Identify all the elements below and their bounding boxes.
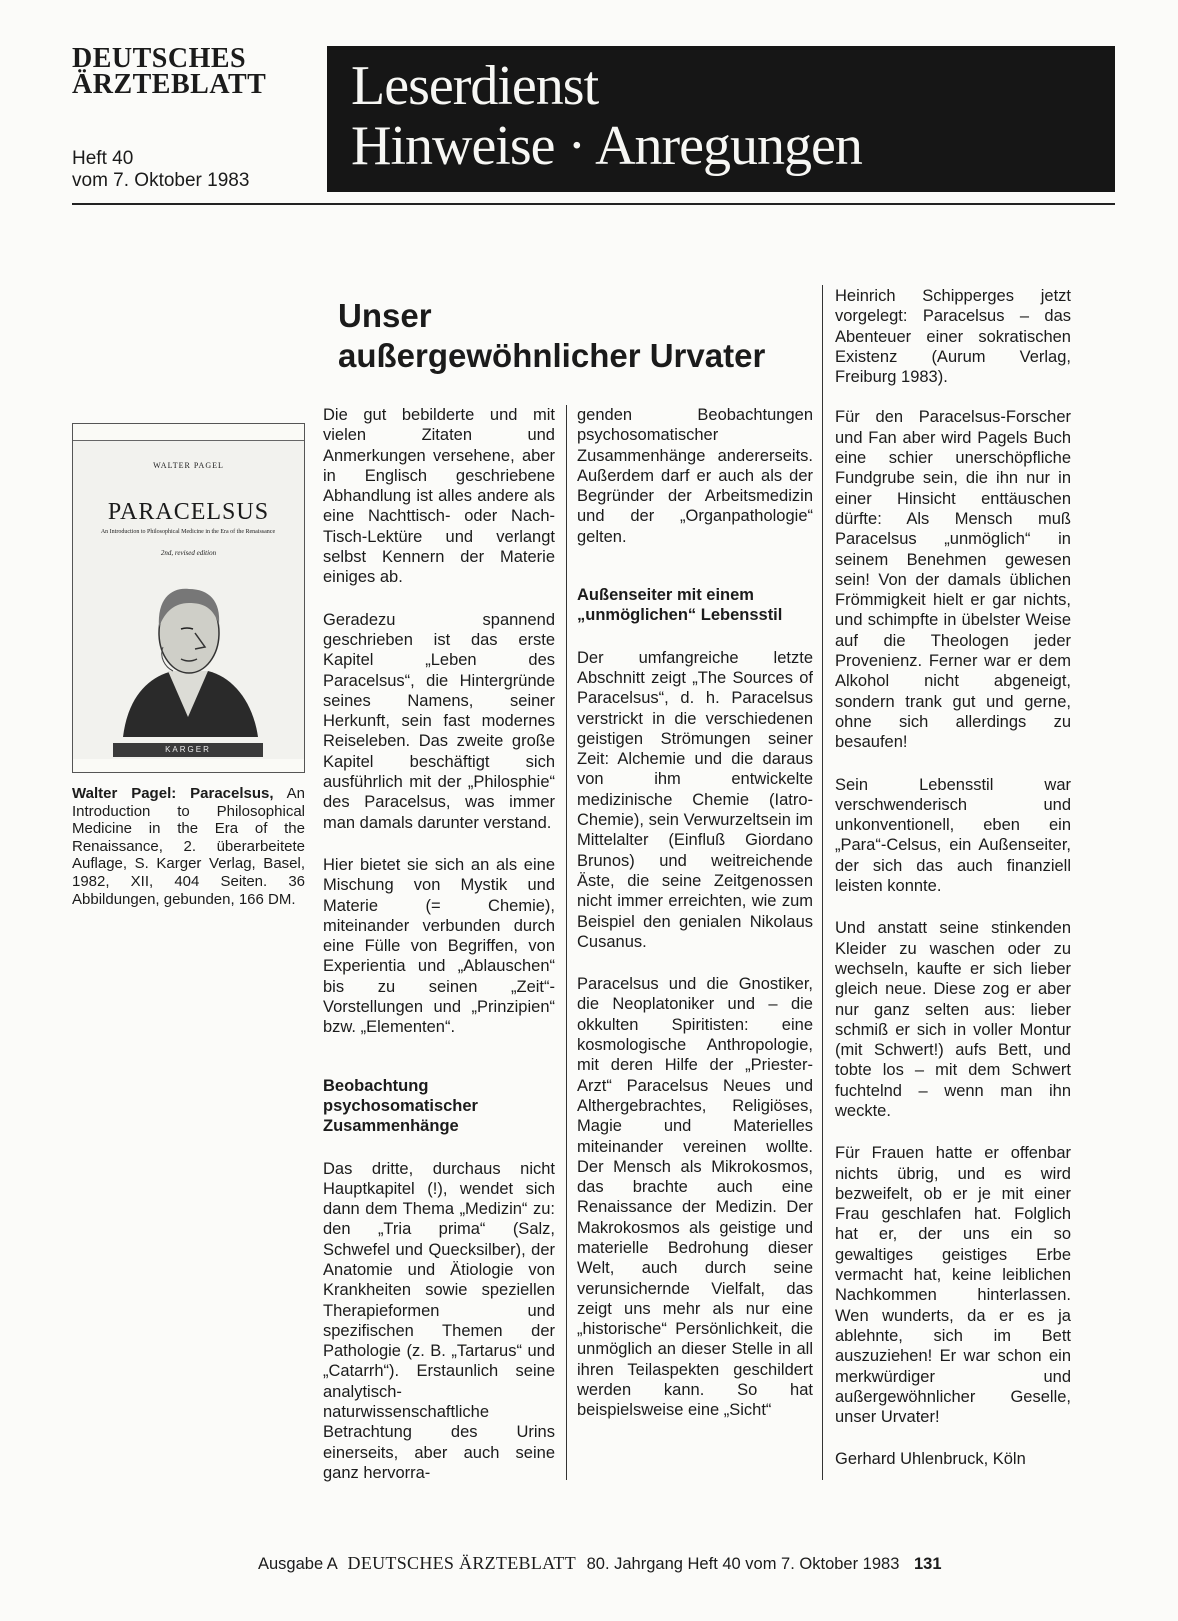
paragraph: Heinrich Schipperges jetzt vorgelegt: Paracelsus – das Abenteuer einer sokratischen Existenz (Aurum Verlag, Freiburg 1983). <box>835 287 1071 387</box>
logo-line-1: DEUTSCHES <box>72 43 247 74</box>
cover-author: WALTER PAGEL <box>153 461 224 470</box>
column-rule-2 <box>822 285 823 1480</box>
cover-edition: 2nd, revised edition <box>160 549 217 557</box>
logo-line-2: ÄRZTEBLATT <box>72 69 267 100</box>
article-column-2 <box>577 405 813 1443</box>
title-line-2: außergewöhnlicher Urvater <box>338 337 766 374</box>
column-rule-1 <box>566 405 567 1480</box>
caption-text: An Introduction to Philosophical Medicine in the Era of the Renaissance, 2. überarbeitete Auflage, S. Karger Verlag, Basel, 1982, XII, 404 Seiten. 36 Abbildungen, gebunden, 166 DM. <box>72 785 306 908</box>
paragraph: Geradezu spannend geschrieben ist das erste Kapitel „Leben des Paracelsus“, die Hintergründe seines Namens, seiner Herkunft, sein fast modernes Reiseleben. Das zweite große Kapitel beschäftigt sich ausführlich mit der „Philosphie“ des Paracelsus, was immer man damals darunter verstand. <box>323 610 555 832</box>
paragraph: Für den Paracelsus-Forscher und Fan aber wird Pagels Buch eine schier unerschöpfliche Fundgrube sein, die ihn nur in einer Hinsicht enttäuschen dürfte: Als Mensch muß Paracelsus „unmöglich“ in seinem Benehmen gewesen sein! Von der damals üblichen Frömmigkeit hielt er gar nichts, und schimpfte in übelster Weise auf die Theologen jeder Provenienz. Ferner war er dem Alkohol nicht abgeneigt, sondern trank gut und gerne, ohne sich allerdings zu besaufen! <box>835 408 1071 752</box>
masthead-logo <box>72 43 312 100</box>
paragraph: Paracelsus und die Gnostiker, die Neoplatoniker und – die okkulten Spiritisten: eine kosmologische Anthropologie, mit deren Hilfe der „Priester-Arzt“ Paracelsus Neues und Althergebrachtes, Religiöses, Magie und Materielles miteinander vereinen wollte. Der Mensch als Mikrokosmos, das brachte auch eine Renaissance der Medizin. Der Makrokosmos als geistige und materielle Bedrohung dieser Welt, auch durch seine verunsichernde Vielfalt, das zeigt uns mehr als nur eine „historische“ Persönlichkeit, die unmöglich an dieser Stelle in all ihren Teilaspekten geschildert werden kann. So hat beispielsweise eine „Sicht“ <box>577 975 813 1420</box>
page-footer <box>258 1553 942 1574</box>
cover-publisher-logo: KARGER <box>113 743 263 757</box>
banner-subtitle: Hinweise · Anregungen <box>351 115 862 177</box>
portrait-illustration <box>113 567 263 737</box>
paragraph: Die gut bebilderte und mit vielen Zitaten und Anmerkungen versehene, aber in Englisch geschriebene Abhandlung ist alles andere als eine Nachttisch- oder Nach-Tisch-Lektüre und verlangt selbst Kennern der Materie einiges ab. <box>323 406 555 587</box>
cover-subtitle: An Introduction to Philosophical Medicine in the Era of the Renaissance <box>100 529 276 535</box>
subheading: Beobachtung psychosomatischer Zusammenhänge <box>323 1076 478 1136</box>
banner-title: Leserdienst <box>351 55 599 117</box>
cover-title: PARACELSUS <box>107 499 270 525</box>
article-column-1 <box>323 405 555 1505</box>
footer-magazine: DEUTSCHES ÄRZTEBLATT <box>347 1553 577 1573</box>
page-number: 131 <box>913 1555 942 1573</box>
cover-panel <box>73 440 304 759</box>
article-column-3 <box>835 286 1071 1492</box>
paragraph: Sein Lebensstil war verschwenderisch und unkonventionell, eben ein „Para“-Celsus, ein Außenseiter, der sich das auch finanziell leisten konnte. <box>835 775 1071 896</box>
issue-number: Heft 40 <box>72 148 134 169</box>
paragraph: Für Frauen hatte er offenbar nichts übrig, und es wird bezweifelt, ob er je mit einer Frau geschlafen hat. Folglich hat er, der uns ein so gewaltiges geistiges Erbe vermacht hat, keine leiblichen Nachkommen hinterlassen. Wen wunderts, da er es ja ablehnte, sich im Bett auszuziehen! Er war schon ein merkwürdiger und außergewöhnlicher Geselle, unser Urvater! <box>835 1144 1071 1427</box>
paragraph: Das dritte, durchaus nicht Hauptkapitel (!), wendet sich dann dem Thema „Medizin“ zu: den „Tria prima“ (Salz, Schwefel und Quecksilber), der Anatomie und Ätiologie von Krankheiten sowie speziellen Therapieformen und spezifischen Themen der Pathologie (z. B. „Tartarus“ und „Catarrh“). Erstaunlich seine analytisch-naturwissenschaftliche Betrachtung des Urins einerseits, aber auch seine ganz hervorra- <box>323 1159 555 1482</box>
footer-edition: Ausgabe A <box>258 1555 337 1573</box>
paragraph: Und anstatt seine stinkenden Kleider zu waschen oder zu wechseln, kaufte er sich lieber gleich neue. Diese zog er aber nur ganz selten aus: lieber schmiß er sich in voller Montur (mit Schwert!) aufs Bett, und tobte los – mit dem Schwert fuchtelnd – wenn man ihn weckte. <box>835 919 1071 1120</box>
paragraph: genden Beobachtungen psychosomatischer Zusammenhänge andererseits. Außerdem darf er auch als der Begründer der Arbeitsmedizin und der „Organpathologie“ gelten. <box>577 406 813 546</box>
section-banner <box>327 46 1115 192</box>
author-signature: Gerhard Uhlenbruck, Köln <box>835 1450 1026 1469</box>
title-line-1: Unser <box>338 297 432 334</box>
image-caption <box>72 785 305 908</box>
footer-issue: 80. Jahrgang Heft 40 vom 7. Oktober 1983 <box>586 1555 900 1573</box>
paragraph: Der umfangreiche letzte Abschnitt zeigt „The Sources of Paracelsus“, d. h. Paracelsus verstrickt in die verschiedenen geistigen Strömungen seiner Zeit: Alchemie und die daraus von ihm entwickelte medizinische Chemie (Iatro-Chemie), sein Verwurzeltsein im Mittelalter (Einfluß Giordano Brunos) und weitreichende Äste, die seine Zeitgenossen nicht immer erreichten, wie zum Beispiel den genialen Nikolaus Cusanus. <box>577 648 813 951</box>
issue-date: vom 7. Oktober 1983 <box>72 170 250 191</box>
article-title <box>338 296 838 376</box>
book-cover-image <box>72 423 305 773</box>
caption-bold: Walter Pagel: Paracelsus, <box>72 785 274 802</box>
issue-info <box>72 148 249 192</box>
header-rule <box>72 203 1115 205</box>
paragraph: Hier bietet sie sich an als eine Mischung von Mystik und Materie (= Chemie), miteinander verbunden durch eine Fülle von Begriffen, von Experientia und „Ablauschen“ bis zu seinen „Zeit“-Vorstellungen und „Prinzipien“ bzw. „Elementen“. <box>323 855 555 1037</box>
subheading: Außenseiter mit einem „unmöglichen“ Lebensstil <box>577 586 783 625</box>
